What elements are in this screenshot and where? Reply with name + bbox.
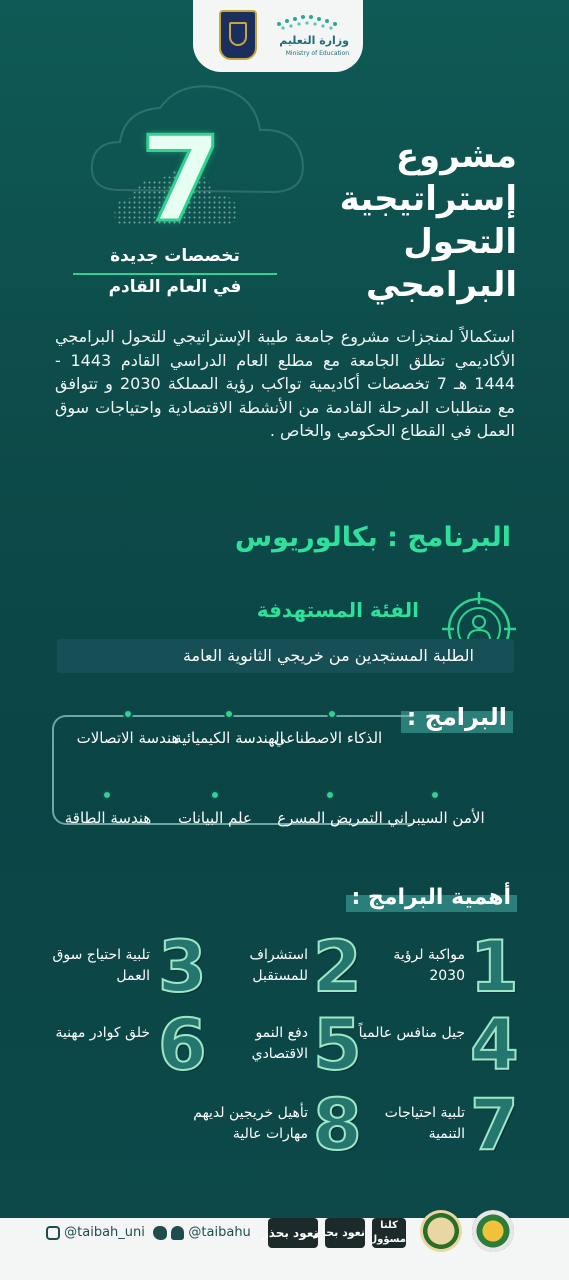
ministry-of-education-logo — [269, 12, 349, 58]
importance-number: 6 — [158, 1004, 207, 1086]
twitter-icon[interactable] — [153, 1226, 167, 1240]
program-communications-engineering: هندسة الاتصالات — [76, 729, 180, 747]
importance-text: تلبية احتياج سوق العمل — [52, 947, 150, 984]
importance-text: تلبية احتياجات التنمية — [384, 1105, 465, 1142]
caption-line-1: تخصصات جديدة — [110, 246, 240, 266]
program-node — [210, 790, 220, 800]
moe-dots-icon — [269, 12, 349, 30]
importance-text: دفع النمو الاقتصادي — [251, 1025, 308, 1062]
importance-text: استشراف للمستقبل — [249, 947, 308, 984]
instagram-handle[interactable]: @taibah_uni — [64, 1225, 145, 1240]
twitter-handle[interactable]: @taibahu — [188, 1225, 251, 1240]
target-group-title: الفئة المستهدفة — [256, 598, 419, 622]
headline-line-3: التحول — [403, 222, 517, 262]
target-group-text: الطلبة المستجدين من خريجي الثانوية العامة — [182, 646, 474, 665]
importance-number: 7 — [470, 1084, 519, 1166]
importance-title: أهمية البرامج : — [351, 885, 511, 910]
importance-number: 2 — [313, 926, 362, 1008]
importance-text: جيل منافس عالمياً — [358, 1025, 465, 1041]
program-node — [325, 790, 335, 800]
importance-text: خلق كوادر مهنية — [55, 1025, 150, 1041]
program-node — [430, 790, 440, 800]
program-data-science: علم البيانات — [178, 809, 252, 827]
programs-label: البرامج : — [406, 703, 507, 731]
seal-logo-1 — [420, 1210, 462, 1252]
program-energy-engineering: هندسة الطاقة — [64, 809, 152, 827]
return-cautiously-badge: نعود بحذر — [268, 1218, 318, 1248]
program-node — [224, 709, 234, 719]
headline-line-1: مشروع — [395, 136, 517, 176]
ministry-name-en: Ministry of Education — [285, 50, 349, 57]
importance-number: 3 — [158, 926, 207, 1008]
importance-text: مواكبة لرؤية 2030 — [393, 947, 465, 984]
importance-number: 1 — [470, 926, 519, 1008]
importance-number: 5 — [313, 1004, 362, 1086]
snapchat-icon[interactable] — [171, 1226, 184, 1240]
we-are-all-responsible-badge: كلنا مسؤول — [372, 1218, 406, 1248]
program-node — [102, 790, 112, 800]
headline-line-2: إستراتيجية — [339, 179, 517, 219]
importance-text: تأهيل خريجين لديهم مهارات عالية — [193, 1105, 308, 1142]
intro-paragraph: استكمالاً لمنجزات مشروع جامعة طيبة الإستراتيجي للتحول البرامجي الأكاديمي تطلق الجامعة مع مطلع العام الدراسي القادم 1443 - 1444 هـ 7 تخصصات أكاديمية تواكب رؤية المملكة 2030 و تتوافق مع متطلبات المرحلة القادمة من الأنشطة الاقتصادية واحتياجات سوق العمل في القطاع الحكومي والخاص . — [55, 327, 516, 440]
program-node — [123, 709, 133, 719]
program-accelerated-nursing: التمريض المسرع — [277, 809, 383, 827]
ministry-name-ar: وزارة التعليم — [279, 34, 349, 47]
caption-line-2: في العام القادم — [108, 277, 242, 297]
social-handles — [46, 1225, 251, 1240]
seal-logo-2 — [472, 1210, 514, 1252]
importance-number: 8 — [313, 1084, 362, 1166]
instagram-icon[interactable] — [46, 1226, 60, 1240]
program-node — [327, 709, 337, 719]
program-cybersecurity: الأمن السيبراني — [387, 809, 485, 827]
taibah-university-logo — [219, 10, 257, 60]
headline-line-4: البرامجي — [365, 265, 517, 305]
project-headline — [287, 135, 517, 307]
return-cautiously-badge-2: نعود بحذر — [325, 1218, 365, 1248]
program-chemical-engineering: الهندسة الكيميائية — [174, 729, 284, 747]
logo-tab — [193, 0, 363, 72]
new-specializations-caption — [55, 238, 295, 298]
importance-number: 4 — [470, 1004, 519, 1086]
big-seven-number: 7 — [140, 110, 223, 248]
program-ai: الذكاء الاصطناعي — [273, 729, 383, 747]
program-type-title: البرنامج : بكالوريوس — [234, 522, 511, 553]
